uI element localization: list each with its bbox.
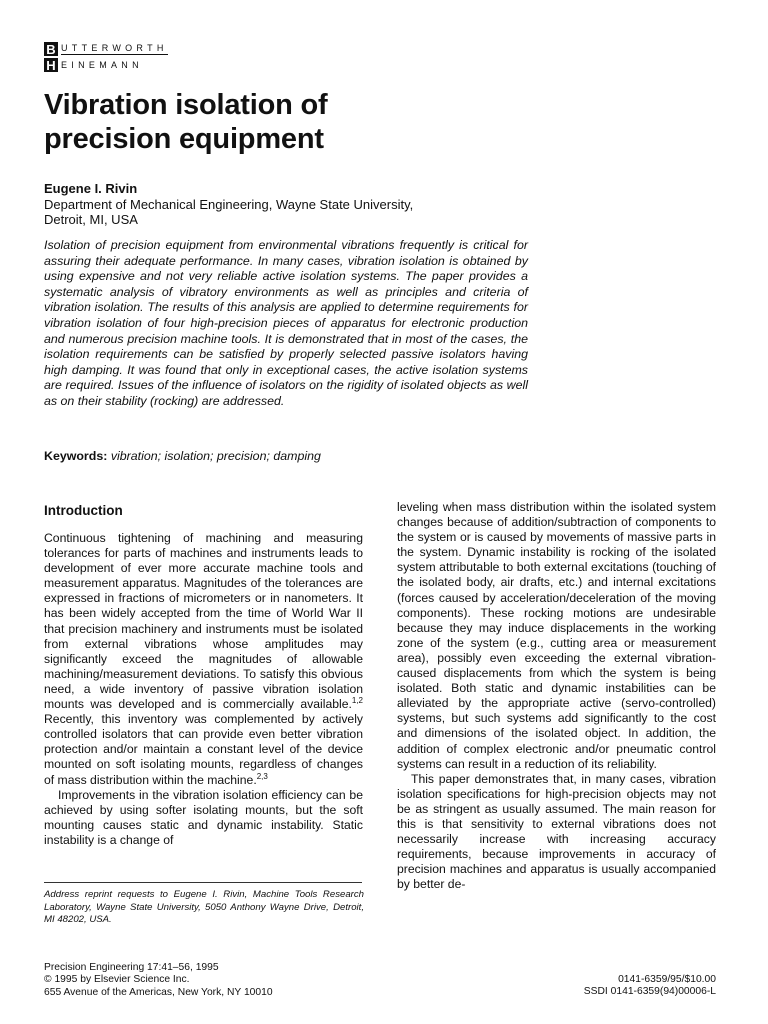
author-block — [44, 181, 413, 228]
issn-code: 0141-6359/95/$10.00 — [618, 974, 716, 985]
logo-row-top — [44, 41, 168, 57]
title-line-2: precision equipment — [44, 123, 324, 155]
keywords-values: vibration; isolation; precision; damping — [110, 449, 321, 463]
intro-paragraph-1 — [44, 531, 363, 788]
publisher-logo — [44, 41, 168, 73]
intro-paragraph-1-text-b: Recently, this inventory was complemented by actively controlled isolators that can provide even better vibration protection and/or maintain a constant level of the device mounted on soft isolating mounts, regardless of changes of mass distribution within the machine. — [44, 712, 363, 787]
column-right — [397, 500, 716, 892]
right-paragraph-2: This paper demonstrates that, in many cases, vibration isolation specifications for high-precision objects may not be as stringent as usually assumed. The main reason for this is that sensitivity to external vibrations does not necessarily increase with increasing accuracy requirements, because improvements in accuracy of precision machines and apparatus is usually accompanied by better de- — [397, 771, 716, 892]
logo-letter-box-h: H — [44, 58, 58, 72]
logo-row-bottom — [44, 57, 168, 73]
section-heading-introduction: Introduction — [44, 503, 123, 518]
ssdi-code: SSDI 0141-6359(94)00006-L — [583, 986, 716, 998]
reprint-footnote: Address reprint requests to Eugene I. Rivin, Machine Tools Research Laboratory, Wayne State University, 5050 Anthony Wayne Drive, Detroit, MI 48202, USA. — [44, 889, 364, 926]
footer-journal-info — [44, 962, 273, 999]
journal-citation: Precision Engineering 17:41–56, 1995 — [44, 962, 219, 973]
author-name: Eugene I. Rivin — [44, 181, 138, 196]
publisher-address: 655 Avenue of the Americas, New York, NY 10010 — [44, 986, 273, 998]
keywords-label: Keywords: — [44, 449, 108, 463]
intro-paragraph-1-text-a: Continuous tightening of machining and measuring tolerances for parts of machines and instruments leads to development of ever more accurate machine tools and measurement apparatus. Magnitudes of the tolerances are expressed in fractions of micrometers or in nanometers. It has been widely accepted from the time of World War II that precision machinery and instruments must be isolated from external vibrations whose amplitudes may significantly exceed the magnitudes of allowable machining/measurement deviations. To satisfy this obvious need, a wide inventory of passive vibration isolation mounts was developed and is commercially available. — [44, 531, 363, 712]
logo-word-bottom: EINEMANN — [61, 59, 143, 70]
affiliation-line-1: Department of Mechanical Engineering, Wayne State University, — [44, 196, 414, 212]
article-title — [44, 88, 327, 156]
right-paragraph-1: leveling when mass distribution within the isolated system changes because of addition/subtraction of components to the system or is caused by movements of massive parts in the system. Dynamic instability is rocking of the isolated system attributable to both external excitations (touching of the isolated body, air drafts, etc.) and internal excitations (forces caused by acceleration/deceleration of the moving components). These rocking motions are undesirable because they may induce displacements in the working zone of the system (e.g., cutting area or measurement area), possibly even exceeding the external vibration-caused displacements from which the system is being isolated. Both static and dynamic instabilities can be alleviated by the appropriate active (servo-controlled) systems, but such systems add significantly to the cost and dimensions of the isolated object. In addition, the addition of complex electronic and/or pneumatic control systems can result in a reduction of its reliability. — [397, 500, 716, 771]
intro-paragraph-2: Improvements in the vibration isolation efficiency can be achieved by using softer isolating mounts, but the soft mounting causes static and dynamic instability. Static instability is a change of — [44, 787, 363, 847]
citation-superscript: 2,3 — [256, 771, 268, 781]
affiliation-line-2: Detroit, MI, USA — [44, 212, 138, 227]
title-line-1: Vibration isolation of — [44, 89, 328, 121]
logo-letter-box-b: B — [44, 42, 58, 56]
footer-identifiers — [584, 974, 716, 999]
column-left — [44, 500, 363, 848]
copyright-line: © 1995 by Elsevier Science Inc. — [44, 974, 190, 986]
footnote-divider — [44, 882, 362, 883]
logo-word-top: UTTERWORTH — [61, 42, 168, 53]
abstract: Isolation of precision equipment from environmental vibrations frequently is critical for assuring their adequate performance. In many cases, vibration isolation is obtained by using expensive and not very reliable active isolation systems. The paper provides a systematic analysis of vibratory environments as well as principles and criteria of vibration isolation. The results of this analysis are applied to determine requirements for vibration isolation of four high-precision pieces of apparatus for electronic production and numerous precision machine tools. It is demonstrated that in most of the cases, the isolation requirements can be satisfied by properly selected passive isolators having high damping. It was found that only in exceptional cases, the active isolation systems are required. Issues of the influence of isolators on the rigidity of isolated objects as well as on their stability (rocking) are addressed. — [44, 238, 528, 408]
keywords — [44, 448, 321, 464]
citation-superscript: 1,2 — [351, 695, 363, 705]
